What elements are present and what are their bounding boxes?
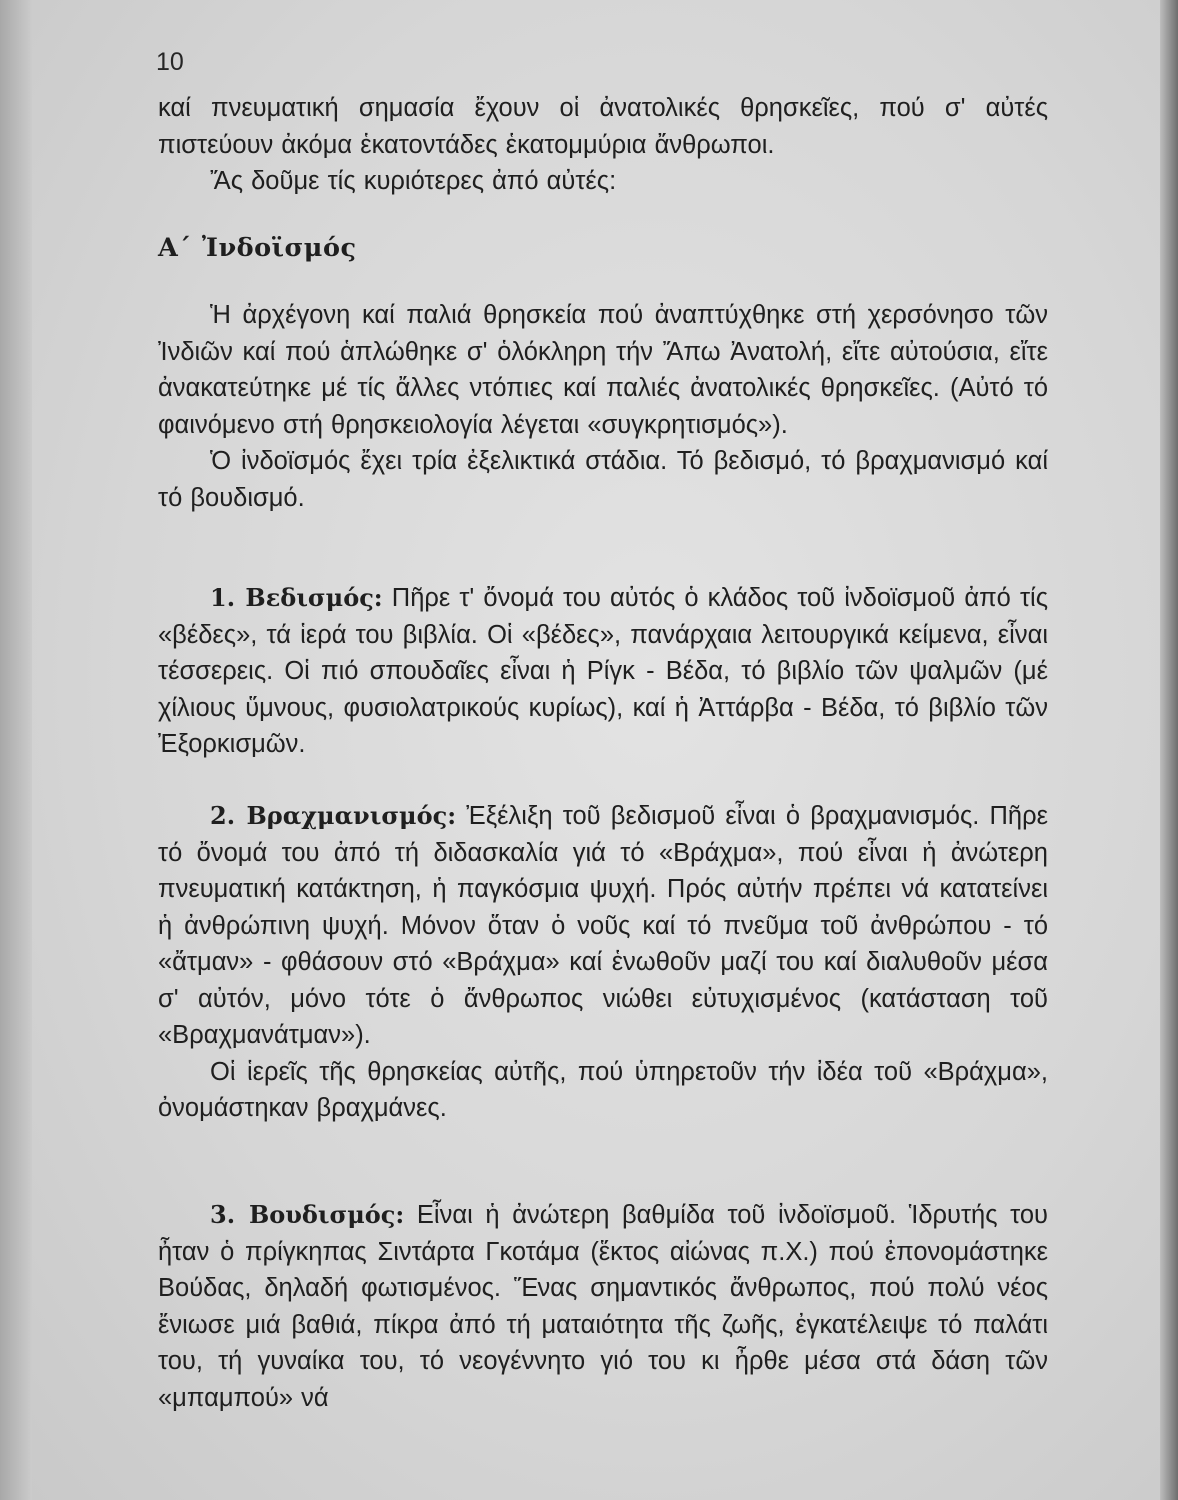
intro-lead: Ἄς δοῦμε τίς κυριότερες ἀπό αὐτές: xyxy=(210,167,617,195)
brahmanism-paragraph xyxy=(158,798,1048,1054)
buddhism-heading: 3. Βουδισμός: xyxy=(210,1200,405,1229)
vedism-paragraph xyxy=(158,580,1048,763)
hinduism-paragraph-2: Ὁ ἰνδοϊσμός ἔχει τρία ἐξελικτικά στάδια. Τό βεδισμό, τό βραχμανισμό καί τό βουδισμό. xyxy=(158,447,1048,512)
buddhism-paragraph xyxy=(158,1197,1048,1416)
vedism-heading: 1. Βεδισμός: xyxy=(210,583,383,612)
buddhism-block xyxy=(158,1197,1048,1416)
page-edge xyxy=(1160,0,1178,1500)
intro-block xyxy=(158,90,1048,200)
brahmanism-text: Ἐξέλιξη τοῦ βεδισμοῦ εἶναι ὁ βραχμανισμός. Πῆρε τό ὄνομά του ἀπό τή διδασκαλία γιά τό «Βράχμα», πού εἶναι ἡ ἀνώτερη πνευματική κατάκτηση, ἡ παγκόσμια ψυχή. Πρός αὐτήν πρέπει νά κατατείνει ἡ ἀνθρώπινη ψυχή. Μόνον ὅταν ὁ νοῦς καί τό πνεῦμα τοῦ ἀνθρώπου - τό «ἄτμαν» - φθάσουν στό «Βράχμα» καί ἑνωθοῦν μαζί του καί διαλυθοῦν μέσα σ' αὐτόν, μόνο τότε ὁ ἄνθρωπος νιώθει εὐτυχισμένος (κατάσταση τοῦ «Βραχμανάτμαν»). xyxy=(158,802,1048,1049)
brahmanism-block xyxy=(158,798,1048,1127)
brahmanism-heading: 2. Βραχμανισμός: xyxy=(210,801,457,830)
page-number: 10 xyxy=(156,48,184,76)
intro-text: καί πνευματική σημασία ἔχουν οἱ ἀνατολικές θρησκεῖες, πού σ' αὐτές πιστεύουν ἀκόμα ἑκατοντάδες ἑκατομμύρια ἄνθρωποι. xyxy=(158,94,1048,159)
hinduism-block xyxy=(158,297,1048,516)
vedism-block xyxy=(158,580,1048,763)
hinduism-paragraph-1: Ἡ ἀρχέγονη καί παλιά θρησκεία πού ἀναπτύχθηκε στή χερσόνησο τῶν Ἰνδιῶν καί πού ἁπλώθηκε σ' ὁλόκληρη τήν Ἄπω Ἀνατολή, εἴτε αὐτούσια, εἴτε ἀνακατεύτηκε μέ τίς ἄλλες ντόπιες καί παλιές ἀνατολικές θρησκεῖες. (Αὐτό τό φαινόμενο στή θρησκειολογία λέγεται «συγκρητισμός»). xyxy=(158,301,1048,439)
section-heading: Α΄ Ἰνδοϊσμός xyxy=(158,233,357,263)
vedism-text: Πῆρε τ' ὄνομά του αὐτός ὁ κλάδος τοῦ ἰνδοϊσμοῦ ἀπό τίς «βέδες», τά ἱερά του βιβλία. Οἱ «βέδες», πανάρχαια λειτουργικά κείμενα, εἶναι τέσσερεις. Οἱ πιό σπουδαῖες εἶναι ἡ Ρίγκ - Βέδα, τό βιβλίο τῶν ψαλμῶν (μέ χίλιους ὕμνους, φυσιολατρικούς κυρίως), καί ἡ Ἀττάρβα - Βέδα, τό βιβλίο τῶν Ἐξορκισμῶν. xyxy=(158,584,1048,758)
buddhism-text: Εἶναι ἡ ἀνώτερη βαθμίδα τοῦ ἰνδοϊσμοῦ. Ἱδρυτής του ἦταν ὁ πρίγκηπας Σιντάρτα Γκοτάμα (ἕκτος αἰώνας π.Χ.) πού ἐπονομάστηκε Βούδας, δηλαδή φωτισμένος. Ἕνας σημαντικός ἄνθρωπος, πού πολύ νέος ἔνιωσε μιά βαθιά, πίκρα ἀπό τή ματαιότητα τῆς ζωῆς, ἐγκατέλειψε τό παλάτι του, τή γυναίκα του, τό νεογέννητο γιό του κι ἦρθε μέσα στά δάση τῶν «μπαμπού» νά xyxy=(158,1201,1049,1412)
brahmanism-paragraph-2: Οἱ ἱερεῖς τῆς θρησκείας αὐτῆς, πού ὑπηρετοῦν τήν ἰδέα τοῦ «Βράχμα», ὀνομάστηκαν βραχμάνες. xyxy=(158,1057,1048,1122)
section-heading-block xyxy=(158,230,1048,267)
